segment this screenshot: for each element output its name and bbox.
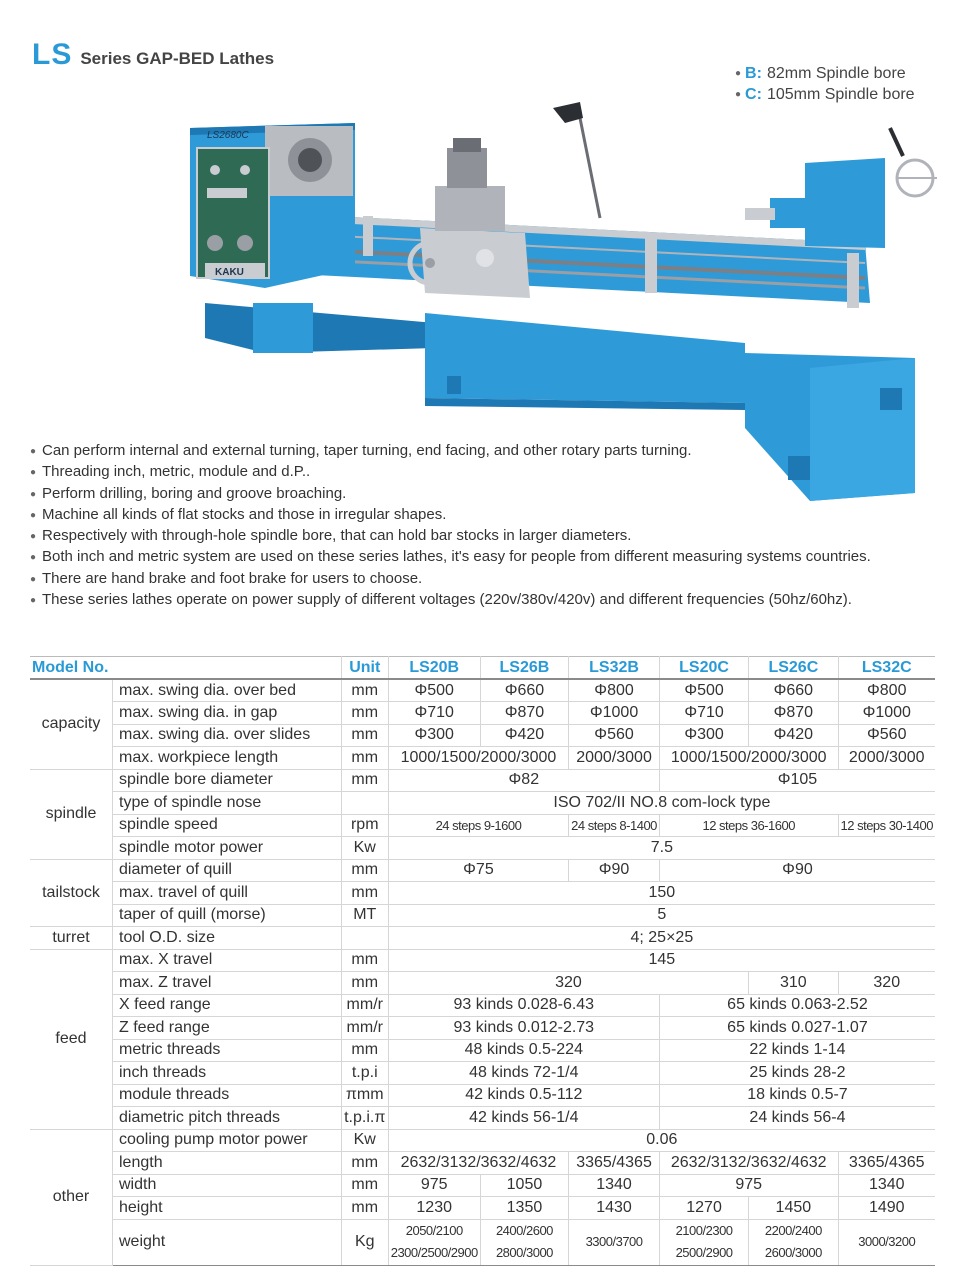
spec-item: max. swing dia. over bed bbox=[113, 679, 342, 702]
bore-legend-b bbox=[735, 63, 915, 84]
model-header: LS32B bbox=[569, 657, 660, 680]
spec-value: 1340 bbox=[569, 1174, 660, 1197]
spec-value: 3365/4365 bbox=[838, 1152, 935, 1175]
spec-value: 1490 bbox=[838, 1197, 935, 1220]
table-row bbox=[30, 859, 935, 882]
spec-value: 1350 bbox=[480, 1197, 568, 1220]
spec-unit: mm bbox=[341, 1152, 388, 1175]
spec-value: 3365/4365 bbox=[569, 1152, 660, 1175]
bore-key: C: bbox=[745, 86, 762, 103]
spec-item: diameter of quill bbox=[113, 859, 342, 882]
spec-value: 93 kinds 0.012-2.73 bbox=[388, 1017, 659, 1040]
series-code: LS bbox=[32, 38, 73, 71]
spec-value: 310 bbox=[749, 972, 838, 995]
table-row bbox=[30, 1219, 935, 1265]
table-row bbox=[30, 1129, 935, 1152]
spec-unit: mm bbox=[341, 859, 388, 882]
bullet-icon: ● bbox=[30, 467, 37, 479]
bullet-icon: ● bbox=[30, 552, 37, 564]
table-row bbox=[30, 904, 935, 927]
spec-value: ISO 702/II NO.8 com-lock type bbox=[388, 792, 935, 815]
weight-line: 3300/3700 bbox=[585, 1234, 643, 1249]
spec-value: 145 bbox=[388, 949, 935, 972]
weight-line: 2300/2500/2900 bbox=[390, 1245, 478, 1260]
table-row bbox=[30, 837, 935, 860]
bore-key: B: bbox=[745, 65, 762, 82]
spec-unit: mm bbox=[341, 679, 388, 702]
brand-plate: KAKU bbox=[215, 267, 244, 278]
spec-unit: mm bbox=[341, 702, 388, 725]
weight-line: 2400/2600 bbox=[495, 1223, 553, 1238]
bullet-icon: ● bbox=[30, 488, 37, 500]
spec-value: 48 kinds 0.5-224 bbox=[388, 1039, 659, 1062]
bullet-icon: ● bbox=[30, 595, 37, 607]
spec-value: Φ870 bbox=[480, 702, 568, 725]
spec-value: 65 kinds 0.027-1.07 bbox=[659, 1017, 935, 1040]
spec-item: max. X travel bbox=[113, 949, 342, 972]
page-title bbox=[32, 38, 274, 72]
spec-unit: mm bbox=[341, 747, 388, 770]
weight-line: 2800/3000 bbox=[495, 1245, 553, 1260]
spec-unit bbox=[341, 927, 388, 950]
spec-value: Φ1000 bbox=[569, 702, 660, 725]
spec-value: 2632/3132/3632/4632 bbox=[659, 1152, 838, 1175]
spec-unit: mm/r bbox=[341, 1017, 388, 1040]
spec-value: 93 kinds 0.028-6.43 bbox=[388, 994, 659, 1017]
table-row bbox=[30, 1039, 935, 1062]
spec-value: Φ90 bbox=[659, 859, 935, 882]
feature-item: ● Can perform internal and external turning, taper turning, end facing, and other rotary parts turning. bbox=[30, 441, 935, 462]
weight-line: 2500/2900 bbox=[675, 1245, 733, 1260]
spec-value: 320 bbox=[838, 972, 935, 995]
work-lamp-arm bbox=[580, 118, 600, 218]
tool-post bbox=[447, 148, 487, 188]
spec-value bbox=[749, 1219, 838, 1265]
spec-value: 5 bbox=[388, 904, 935, 927]
spec-value: 975 bbox=[388, 1174, 480, 1197]
spec-item: spindle bore diameter bbox=[113, 769, 342, 792]
spec-unit: t.p.i bbox=[341, 1062, 388, 1085]
table-row bbox=[30, 1017, 935, 1040]
spec-unit: t.p.i.π bbox=[341, 1107, 388, 1130]
spec-value: 12 steps 36-1600 bbox=[659, 814, 838, 837]
spec-unit: MT bbox=[341, 904, 388, 927]
left-leg bbox=[253, 303, 313, 353]
bullet-icon: ● bbox=[30, 446, 37, 457]
spec-unit: mm bbox=[341, 1039, 388, 1062]
table-row bbox=[30, 1062, 935, 1085]
spec-value: Φ500 bbox=[659, 679, 748, 702]
spec-value: Φ75 bbox=[388, 859, 568, 882]
spec-unit: rpm bbox=[341, 814, 388, 837]
weight-line: 2200/2400 bbox=[764, 1223, 822, 1238]
table-header-row bbox=[30, 657, 935, 680]
weight-line: 2600/3000 bbox=[764, 1245, 822, 1260]
table-row bbox=[30, 927, 935, 950]
unit-header: Unit bbox=[341, 657, 388, 680]
feature-item: ● Respectively with through-hole spindle bore, that can hold bar stocks in larger diameters. bbox=[30, 526, 935, 547]
group-label: capacity bbox=[30, 679, 113, 769]
spec-value: Φ560 bbox=[838, 724, 935, 747]
spec-unit: Kg bbox=[341, 1219, 388, 1265]
spec-unit: mm/r bbox=[341, 994, 388, 1017]
spec-unit: mm bbox=[341, 1197, 388, 1220]
spec-value: Φ300 bbox=[388, 724, 480, 747]
spec-unit: mm bbox=[341, 972, 388, 995]
spec-item: spindle speed bbox=[113, 814, 342, 837]
spec-item: diametric pitch threads bbox=[113, 1107, 342, 1130]
spec-item: width bbox=[113, 1174, 342, 1197]
spec-value: 24 kinds 56-4 bbox=[659, 1107, 935, 1130]
spec-value: 975 bbox=[659, 1174, 838, 1197]
spec-item: cooling pump motor power bbox=[113, 1129, 342, 1152]
table-row bbox=[30, 1084, 935, 1107]
spec-value: 42 kinds 56-1/4 bbox=[388, 1107, 659, 1130]
spec-value: 7.5 bbox=[388, 837, 935, 860]
spec-value: Φ710 bbox=[659, 702, 748, 725]
spec-unit: mm bbox=[341, 949, 388, 972]
spec-item: max. travel of quill bbox=[113, 882, 342, 905]
spec-value: 1430 bbox=[569, 1197, 660, 1220]
spec-value: Φ105 bbox=[659, 769, 935, 792]
spec-value: Φ800 bbox=[569, 679, 660, 702]
table-row bbox=[30, 1107, 935, 1130]
table-row bbox=[30, 814, 935, 837]
feature-item: ● These series lathes operate on power supply of different voltages (220v/380v/420v) and different frequencies (50hz/60hz). bbox=[30, 590, 935, 611]
spec-value: 2000/3000 bbox=[569, 747, 660, 770]
spec-item: weight bbox=[113, 1219, 342, 1265]
spec-item: height bbox=[113, 1197, 342, 1220]
spec-value: 24 steps 8-1400 bbox=[569, 814, 660, 837]
table-row bbox=[30, 1152, 935, 1175]
spec-item: taper of quill (morse) bbox=[113, 904, 342, 927]
model-header: LS20B bbox=[388, 657, 480, 680]
bullet-icon: ● bbox=[30, 573, 37, 585]
weight-line: 3000/3200 bbox=[858, 1234, 916, 1249]
spec-unit: mm bbox=[341, 1174, 388, 1197]
weight-line: 2050/2100 bbox=[405, 1223, 463, 1238]
tailstock bbox=[805, 158, 885, 248]
headstock-base bbox=[205, 303, 435, 353]
spec-value bbox=[659, 1219, 748, 1265]
spec-value: 65 kinds 0.063-2.52 bbox=[659, 994, 935, 1017]
spec-value bbox=[480, 1219, 568, 1265]
model-header: LS26C bbox=[749, 657, 838, 680]
model-plate: LS2680C bbox=[207, 130, 249, 141]
spec-item: max. workpiece length bbox=[113, 747, 342, 770]
spec-value: Φ1000 bbox=[838, 702, 935, 725]
feature-item: ● Machine all kinds of flat stocks and those in irregular shapes. bbox=[30, 505, 935, 526]
table-row bbox=[30, 769, 935, 792]
bullet-icon: ● bbox=[735, 68, 742, 79]
group-label: feed bbox=[30, 949, 113, 1129]
spec-item: Z feed range bbox=[113, 1017, 342, 1040]
spec-item: tool O.D. size bbox=[113, 927, 342, 950]
spec-value: Φ90 bbox=[569, 859, 660, 882]
bore-text: 105mm Spindle bore bbox=[766, 86, 915, 103]
spec-value: 1450 bbox=[749, 1197, 838, 1220]
spec-item: spindle motor power bbox=[113, 837, 342, 860]
table-row bbox=[30, 747, 935, 770]
spec-value bbox=[838, 1219, 935, 1265]
carriage-apron bbox=[420, 228, 530, 298]
feature-item: ● Perform drilling, boring and groove broaching. bbox=[30, 484, 935, 505]
spec-value: 1000/1500/2000/3000 bbox=[388, 747, 568, 770]
spec-item: inch threads bbox=[113, 1062, 342, 1085]
spec-value: 1230 bbox=[388, 1197, 480, 1220]
pedestal-door bbox=[447, 376, 461, 394]
feature-item: ● Both inch and metric system are used on these series lathes, it's easy for people from different measuring systems countries. bbox=[30, 547, 935, 568]
spec-value: 2000/3000 bbox=[838, 747, 935, 770]
spec-value: 150 bbox=[388, 882, 935, 905]
center-pedestal bbox=[425, 313, 745, 403]
spec-item: type of spindle nose bbox=[113, 792, 342, 815]
bullet-icon: ● bbox=[30, 531, 37, 543]
table-row bbox=[30, 972, 935, 995]
spec-item: module threads bbox=[113, 1084, 342, 1107]
feature-list bbox=[30, 441, 935, 611]
spec-item: metric threads bbox=[113, 1039, 342, 1062]
spec-value: 48 kinds 72-1/4 bbox=[388, 1062, 659, 1085]
spec-item: max. swing dia. in gap bbox=[113, 702, 342, 725]
table-row bbox=[30, 994, 935, 1017]
table-row bbox=[30, 1174, 935, 1197]
spec-unit: Kw bbox=[341, 837, 388, 860]
group-label: turret bbox=[30, 927, 113, 950]
control-panel bbox=[197, 148, 269, 278]
spec-value: 0.06 bbox=[388, 1129, 935, 1152]
spec-value bbox=[569, 1219, 660, 1265]
spec-unit: πmm bbox=[341, 1084, 388, 1107]
model-no-header: Model No. bbox=[30, 657, 341, 680]
spec-item: X feed range bbox=[113, 994, 342, 1017]
spec-value: Φ710 bbox=[388, 702, 480, 725]
model-header: LS26B bbox=[480, 657, 568, 680]
bullet-icon: ● bbox=[30, 509, 37, 521]
table-row bbox=[30, 792, 935, 815]
spec-value: Φ300 bbox=[659, 724, 748, 747]
table-row bbox=[30, 702, 935, 725]
spec-value bbox=[388, 1219, 480, 1265]
spec-value: 12 steps 30-1400 bbox=[838, 814, 935, 837]
feature-item: ● There are hand brake and foot brake for users to choose. bbox=[30, 569, 935, 590]
group-label: tailstock bbox=[30, 859, 113, 927]
spec-value: Φ800 bbox=[838, 679, 935, 702]
spec-value: 1270 bbox=[659, 1197, 748, 1220]
spec-unit: mm bbox=[341, 724, 388, 747]
spec-table bbox=[30, 656, 935, 1266]
spec-value: 2632/3132/3632/4632 bbox=[388, 1152, 568, 1175]
spec-unit bbox=[341, 792, 388, 815]
spec-unit: mm bbox=[341, 769, 388, 792]
spec-value: Φ420 bbox=[749, 724, 838, 747]
model-header: LS32C bbox=[838, 657, 935, 680]
table-row bbox=[30, 1197, 935, 1220]
spec-value: 1340 bbox=[838, 1174, 935, 1197]
work-lamp-icon bbox=[553, 102, 583, 123]
spec-unit: Kw bbox=[341, 1129, 388, 1152]
spec-value: 24 steps 9-1600 bbox=[388, 814, 568, 837]
spec-value: Φ82 bbox=[388, 769, 659, 792]
spec-value: 1000/1500/2000/3000 bbox=[659, 747, 838, 770]
spec-value: Φ560 bbox=[569, 724, 660, 747]
bullet-icon: ● bbox=[735, 89, 742, 100]
spec-value: Φ660 bbox=[749, 679, 838, 702]
spec-item: max. Z travel bbox=[113, 972, 342, 995]
spec-value: 1050 bbox=[480, 1174, 568, 1197]
group-label: other bbox=[30, 1129, 113, 1265]
spec-value: 42 kinds 0.5-112 bbox=[388, 1084, 659, 1107]
series-title: Series GAP-BED Lathes bbox=[80, 49, 275, 68]
spec-unit: mm bbox=[341, 882, 388, 905]
spec-value: 320 bbox=[388, 972, 748, 995]
spec-value: Φ420 bbox=[480, 724, 568, 747]
spec-value: 18 kinds 0.5-7 bbox=[659, 1084, 935, 1107]
table-row bbox=[30, 882, 935, 905]
bore-text: 82mm Spindle bore bbox=[766, 65, 906, 82]
model-header: LS20C bbox=[659, 657, 748, 680]
spec-value: Φ660 bbox=[480, 679, 568, 702]
spec-item: length bbox=[113, 1152, 342, 1175]
group-label: spindle bbox=[30, 769, 113, 859]
table-row bbox=[30, 949, 935, 972]
spec-value: 4; 25×25 bbox=[388, 927, 935, 950]
spec-value: Φ500 bbox=[388, 679, 480, 702]
spec-value: 22 kinds 1-14 bbox=[659, 1039, 935, 1062]
weight-line: 2100/2300 bbox=[675, 1223, 733, 1238]
spec-value: Φ870 bbox=[749, 702, 838, 725]
spec-item: max. swing dia. over slides bbox=[113, 724, 342, 747]
feature-item: ● Threading inch, metric, module and d.P.. bbox=[30, 462, 935, 483]
spec-value: 25 kinds 28-2 bbox=[659, 1062, 935, 1085]
table-row bbox=[30, 724, 935, 747]
table-row bbox=[30, 679, 935, 702]
